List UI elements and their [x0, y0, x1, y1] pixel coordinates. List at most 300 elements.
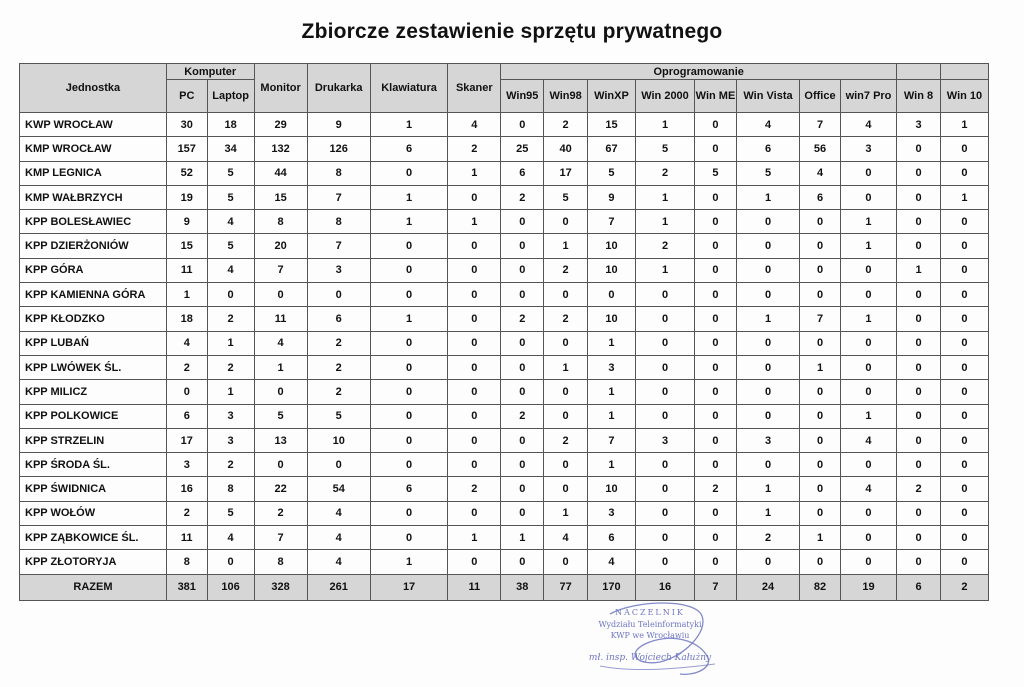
- value-cell: 10: [588, 234, 636, 258]
- unit-cell: KPP ŚWIDNICA: [20, 477, 167, 501]
- value-cell: 0: [695, 185, 737, 209]
- header-pc: PC: [166, 80, 207, 113]
- value-cell: 6: [800, 185, 841, 209]
- value-cell: 0: [897, 501, 941, 525]
- value-cell: 10: [588, 477, 636, 501]
- total-cell: 38: [501, 574, 544, 600]
- value-cell: 0: [695, 380, 737, 404]
- value-cell: 0: [800, 234, 841, 258]
- value-cell: 2: [635, 234, 694, 258]
- value-cell: 34: [207, 137, 254, 161]
- value-cell: 1: [254, 355, 307, 379]
- table-body: [20, 113, 989, 601]
- value-cell: 0: [448, 453, 501, 477]
- value-cell: 0: [544, 453, 588, 477]
- header-win7pro: win7 Pro: [840, 80, 896, 113]
- value-cell: 0: [635, 526, 694, 550]
- value-cell: 2: [544, 307, 588, 331]
- value-cell: 0: [544, 477, 588, 501]
- header-drukarka: Drukarka: [307, 64, 370, 113]
- value-cell: 6: [166, 404, 207, 428]
- value-cell: 0: [370, 404, 448, 428]
- value-cell: 1: [207, 380, 254, 404]
- value-cell: 0: [940, 477, 988, 501]
- value-cell: 4: [840, 477, 896, 501]
- value-cell: 1: [635, 113, 694, 137]
- table-row: [20, 404, 989, 428]
- table-row: [20, 477, 989, 501]
- value-cell: 5: [635, 137, 694, 161]
- value-cell: 6: [370, 477, 448, 501]
- unit-cell: KPP POLKOWICE: [20, 404, 167, 428]
- value-cell: 5: [207, 185, 254, 209]
- unit-cell: KPP LUBAŃ: [20, 331, 167, 355]
- total-cell: 82: [800, 574, 841, 600]
- value-cell: 0: [448, 550, 501, 574]
- value-cell: 0: [635, 404, 694, 428]
- value-cell: 8: [307, 210, 370, 234]
- value-cell: 0: [736, 404, 799, 428]
- value-cell: 0: [448, 380, 501, 404]
- value-cell: 0: [940, 526, 988, 550]
- value-cell: 7: [254, 258, 307, 282]
- value-cell: 0: [635, 355, 694, 379]
- value-cell: 9: [307, 113, 370, 137]
- value-cell: 0: [940, 161, 988, 185]
- value-cell: 0: [940, 428, 988, 452]
- value-cell: 5: [254, 404, 307, 428]
- stamp-line-name: mł. insp. Wojciech Kałużny: [588, 653, 712, 663]
- value-cell: 44: [254, 161, 307, 185]
- total-label: RAZEM: [20, 574, 167, 600]
- value-cell: 1: [800, 355, 841, 379]
- value-cell: 2: [207, 355, 254, 379]
- value-cell: 5: [588, 161, 636, 185]
- value-cell: 0: [840, 501, 896, 525]
- value-cell: 4: [840, 428, 896, 452]
- value-cell: 0: [254, 453, 307, 477]
- value-cell: 0: [736, 331, 799, 355]
- value-cell: 5: [736, 161, 799, 185]
- value-cell: 67: [588, 137, 636, 161]
- value-cell: 13: [254, 428, 307, 452]
- value-cell: 0: [800, 501, 841, 525]
- header-win2000: Win 2000: [635, 80, 694, 113]
- value-cell: 5: [307, 404, 370, 428]
- value-cell: 2: [448, 137, 501, 161]
- table-row: [20, 453, 989, 477]
- value-cell: 0: [448, 234, 501, 258]
- total-cell: 381: [166, 574, 207, 600]
- value-cell: 1: [736, 307, 799, 331]
- value-cell: 0: [501, 501, 544, 525]
- total-cell: 328: [254, 574, 307, 600]
- value-cell: 9: [166, 210, 207, 234]
- value-cell: 0: [166, 380, 207, 404]
- value-cell: 0: [501, 113, 544, 137]
- total-cell: 2: [940, 574, 988, 600]
- value-cell: 2: [166, 355, 207, 379]
- value-cell: 8: [166, 550, 207, 574]
- value-cell: 0: [940, 234, 988, 258]
- value-cell: 0: [501, 355, 544, 379]
- value-cell: 0: [736, 550, 799, 574]
- value-cell: 1: [635, 258, 694, 282]
- value-cell: 0: [897, 526, 941, 550]
- value-cell: 17: [166, 428, 207, 452]
- value-cell: 10: [588, 307, 636, 331]
- value-cell: 7: [254, 526, 307, 550]
- value-cell: 3: [736, 428, 799, 452]
- value-cell: 0: [370, 355, 448, 379]
- page-title: Zbiorcze zestawienie sprzętu prywatnego: [301, 20, 723, 43]
- value-cell: 2: [897, 477, 941, 501]
- value-cell: 0: [448, 258, 501, 282]
- unit-cell: KMP WAŁBRZYCH: [20, 185, 167, 209]
- value-cell: 30: [166, 113, 207, 137]
- value-cell: 0: [695, 331, 737, 355]
- value-cell: 1: [840, 210, 896, 234]
- value-cell: 54: [307, 477, 370, 501]
- value-cell: 2: [307, 380, 370, 404]
- value-cell: 3: [307, 258, 370, 282]
- value-cell: 7: [588, 428, 636, 452]
- value-cell: 0: [695, 501, 737, 525]
- value-cell: 1: [588, 453, 636, 477]
- value-cell: 0: [897, 428, 941, 452]
- value-cell: 1: [736, 185, 799, 209]
- value-cell: 0: [840, 283, 896, 307]
- table-row: [20, 550, 989, 574]
- value-cell: 3: [897, 113, 941, 137]
- value-cell: 6: [307, 307, 370, 331]
- total-cell: 77: [544, 574, 588, 600]
- value-cell: 0: [370, 526, 448, 550]
- value-cell: 10: [588, 258, 636, 282]
- header-winme: Win ME: [695, 80, 737, 113]
- value-cell: 0: [736, 258, 799, 282]
- value-cell: 16: [166, 477, 207, 501]
- value-cell: 3: [840, 137, 896, 161]
- value-cell: 0: [840, 380, 896, 404]
- value-cell: 4: [544, 526, 588, 550]
- value-cell: 1: [588, 380, 636, 404]
- value-cell: 0: [736, 283, 799, 307]
- value-cell: 1: [370, 307, 448, 331]
- value-cell: 0: [940, 453, 988, 477]
- value-cell: 4: [307, 550, 370, 574]
- unit-cell: KPP KŁODZKO: [20, 307, 167, 331]
- value-cell: 0: [635, 331, 694, 355]
- value-cell: 0: [635, 283, 694, 307]
- value-cell: 5: [207, 161, 254, 185]
- value-cell: 2: [501, 404, 544, 428]
- value-cell: 0: [370, 428, 448, 452]
- value-cell: 3: [207, 404, 254, 428]
- value-cell: 40: [544, 137, 588, 161]
- value-cell: 1: [207, 331, 254, 355]
- value-cell: 0: [940, 404, 988, 428]
- value-cell: 6: [736, 137, 799, 161]
- value-cell: 0: [501, 331, 544, 355]
- value-cell: 0: [448, 331, 501, 355]
- unit-cell: KWP WROCŁAW: [20, 113, 167, 137]
- value-cell: 4: [207, 210, 254, 234]
- value-cell: 1: [736, 501, 799, 525]
- value-cell: 1: [588, 331, 636, 355]
- value-cell: 0: [940, 258, 988, 282]
- value-cell: 0: [695, 283, 737, 307]
- value-cell: 0: [695, 258, 737, 282]
- value-cell: 0: [940, 550, 988, 574]
- value-cell: 1: [448, 161, 501, 185]
- value-cell: 0: [370, 258, 448, 282]
- value-cell: 4: [207, 526, 254, 550]
- header-skaner: Skaner: [448, 64, 501, 113]
- stamp-line-office: KWP we Wrocławiu: [610, 631, 690, 640]
- signature-scribble: [590, 596, 720, 680]
- value-cell: 0: [840, 550, 896, 574]
- table-row: [20, 210, 989, 234]
- value-cell: 0: [370, 331, 448, 355]
- value-cell: 1: [544, 501, 588, 525]
- value-cell: 132: [254, 137, 307, 161]
- table-row: [20, 501, 989, 525]
- total-cell: 24: [736, 574, 799, 600]
- unit-cell: KMP LEGNICA: [20, 161, 167, 185]
- value-cell: 1: [588, 404, 636, 428]
- header-oprogramowanie: Oprogramowanie: [501, 64, 897, 80]
- value-cell: 1: [370, 550, 448, 574]
- value-cell: 8: [254, 550, 307, 574]
- value-cell: 0: [695, 307, 737, 331]
- value-cell: 1: [840, 307, 896, 331]
- value-cell: 0: [207, 550, 254, 574]
- header-klawiatura: Klawiatura: [370, 64, 448, 113]
- unit-cell: KPP STRZELIN: [20, 428, 167, 452]
- value-cell: 0: [897, 307, 941, 331]
- table-row: [20, 428, 989, 452]
- value-cell: 0: [695, 355, 737, 379]
- value-cell: 2: [448, 477, 501, 501]
- value-cell: 0: [800, 258, 841, 282]
- value-cell: 56: [800, 137, 841, 161]
- total-cell: 16: [635, 574, 694, 600]
- value-cell: 0: [897, 550, 941, 574]
- header-win10: Win 10: [940, 80, 988, 113]
- total-cell: 11: [448, 574, 501, 600]
- value-cell: 19: [166, 185, 207, 209]
- value-cell: 52: [166, 161, 207, 185]
- value-cell: 5: [207, 501, 254, 525]
- stamp-line-department: Wydziału Teleinformatyki: [598, 620, 702, 629]
- total-cell: 170: [588, 574, 636, 600]
- value-cell: 2: [695, 477, 737, 501]
- value-cell: 2: [544, 428, 588, 452]
- value-cell: 4: [800, 161, 841, 185]
- value-cell: 7: [307, 234, 370, 258]
- value-cell: 2: [207, 453, 254, 477]
- value-cell: 5: [695, 161, 737, 185]
- value-cell: 0: [800, 404, 841, 428]
- value-cell: 7: [588, 210, 636, 234]
- value-cell: 3: [588, 355, 636, 379]
- value-cell: 0: [544, 210, 588, 234]
- value-cell: 0: [635, 550, 694, 574]
- value-cell: 0: [736, 234, 799, 258]
- value-cell: 0: [544, 550, 588, 574]
- value-cell: 0: [800, 331, 841, 355]
- equipment-table: [19, 63, 989, 601]
- total-cell: 106: [207, 574, 254, 600]
- value-cell: 1: [800, 526, 841, 550]
- header-blank-1: [897, 64, 941, 80]
- value-cell: 4: [254, 331, 307, 355]
- value-cell: 5: [544, 185, 588, 209]
- value-cell: 0: [501, 258, 544, 282]
- value-cell: 6: [588, 526, 636, 550]
- table-row: [20, 234, 989, 258]
- value-cell: 0: [501, 453, 544, 477]
- header-win98: Win98: [544, 80, 588, 113]
- value-cell: 0: [448, 428, 501, 452]
- value-cell: 0: [940, 283, 988, 307]
- value-cell: 0: [448, 185, 501, 209]
- value-cell: 25: [501, 137, 544, 161]
- value-cell: 0: [544, 404, 588, 428]
- value-cell: 0: [897, 283, 941, 307]
- value-cell: 0: [940, 307, 988, 331]
- value-cell: 1: [897, 258, 941, 282]
- value-cell: 0: [800, 210, 841, 234]
- value-cell: 1: [635, 185, 694, 209]
- value-cell: 1: [370, 210, 448, 234]
- value-cell: 0: [897, 234, 941, 258]
- value-cell: 4: [840, 113, 896, 137]
- value-cell: 2: [501, 185, 544, 209]
- value-cell: 0: [448, 355, 501, 379]
- table-row: [20, 113, 989, 137]
- value-cell: 0: [635, 501, 694, 525]
- unit-cell: KPP WOŁÓW: [20, 501, 167, 525]
- value-cell: 1: [544, 234, 588, 258]
- value-cell: 0: [897, 380, 941, 404]
- value-cell: 7: [800, 113, 841, 137]
- value-cell: 0: [840, 331, 896, 355]
- value-cell: 1: [370, 185, 448, 209]
- unit-cell: KMP WROCŁAW: [20, 137, 167, 161]
- value-cell: 0: [501, 283, 544, 307]
- value-cell: 2: [207, 307, 254, 331]
- value-cell: 11: [254, 307, 307, 331]
- header-win95: Win95: [501, 80, 544, 113]
- table-row: [20, 185, 989, 209]
- value-cell: 0: [695, 526, 737, 550]
- value-cell: 18: [166, 307, 207, 331]
- value-cell: 0: [897, 453, 941, 477]
- value-cell: 0: [501, 550, 544, 574]
- total-cell: 19: [840, 574, 896, 600]
- value-cell: 0: [370, 283, 448, 307]
- value-cell: 0: [501, 380, 544, 404]
- value-cell: 3: [635, 428, 694, 452]
- value-cell: 0: [544, 331, 588, 355]
- value-cell: 0: [635, 477, 694, 501]
- total-cell: 7: [695, 574, 737, 600]
- value-cell: 8: [307, 161, 370, 185]
- table-row: [20, 307, 989, 331]
- value-cell: 1: [840, 234, 896, 258]
- value-cell: 0: [695, 113, 737, 137]
- value-cell: 0: [736, 355, 799, 379]
- value-cell: 1: [544, 355, 588, 379]
- value-cell: 8: [254, 210, 307, 234]
- table-row: [20, 526, 989, 550]
- total-cell: 6: [897, 574, 941, 600]
- value-cell: 0: [501, 477, 544, 501]
- value-cell: 0: [840, 526, 896, 550]
- header-blank-2: [940, 64, 988, 80]
- value-cell: 0: [897, 355, 941, 379]
- value-cell: 0: [695, 404, 737, 428]
- value-cell: 0: [897, 210, 941, 234]
- value-cell: 0: [544, 283, 588, 307]
- value-cell: 7: [800, 307, 841, 331]
- table-row: [20, 331, 989, 355]
- value-cell: 0: [448, 307, 501, 331]
- value-cell: 18: [207, 113, 254, 137]
- unit-cell: KPP ZŁOTORYJA: [20, 550, 167, 574]
- value-cell: 0: [448, 283, 501, 307]
- value-cell: 2: [736, 526, 799, 550]
- value-cell: 4: [588, 550, 636, 574]
- value-cell: 6: [501, 161, 544, 185]
- value-cell: 4: [166, 331, 207, 355]
- value-cell: 2: [544, 258, 588, 282]
- value-cell: 0: [897, 404, 941, 428]
- unit-cell: KPP ŚRODA ŚL.: [20, 453, 167, 477]
- value-cell: 4: [736, 113, 799, 137]
- value-cell: 5: [207, 234, 254, 258]
- value-cell: 0: [940, 380, 988, 404]
- value-cell: 4: [307, 526, 370, 550]
- value-cell: 8: [207, 477, 254, 501]
- unit-cell: KPP DZIERŻONIÓW: [20, 234, 167, 258]
- value-cell: 10: [307, 428, 370, 452]
- unit-cell: KPP LWÓWEK ŚL.: [20, 355, 167, 379]
- value-cell: 15: [588, 113, 636, 137]
- value-cell: 1: [501, 526, 544, 550]
- table-row: [20, 161, 989, 185]
- value-cell: 0: [370, 161, 448, 185]
- value-cell: 0: [940, 331, 988, 355]
- value-cell: 20: [254, 234, 307, 258]
- unit-cell: KPP KAMIENNA GÓRA: [20, 283, 167, 307]
- value-cell: 17: [544, 161, 588, 185]
- value-cell: 0: [736, 380, 799, 404]
- value-cell: 0: [207, 283, 254, 307]
- value-cell: 11: [166, 258, 207, 282]
- header-monitor: Monitor: [254, 64, 307, 113]
- value-cell: 0: [695, 453, 737, 477]
- value-cell: 1: [635, 210, 694, 234]
- value-cell: 0: [635, 453, 694, 477]
- value-cell: 0: [940, 210, 988, 234]
- value-cell: 29: [254, 113, 307, 137]
- value-cell: 0: [307, 453, 370, 477]
- table-row: [20, 283, 989, 307]
- value-cell: 0: [897, 331, 941, 355]
